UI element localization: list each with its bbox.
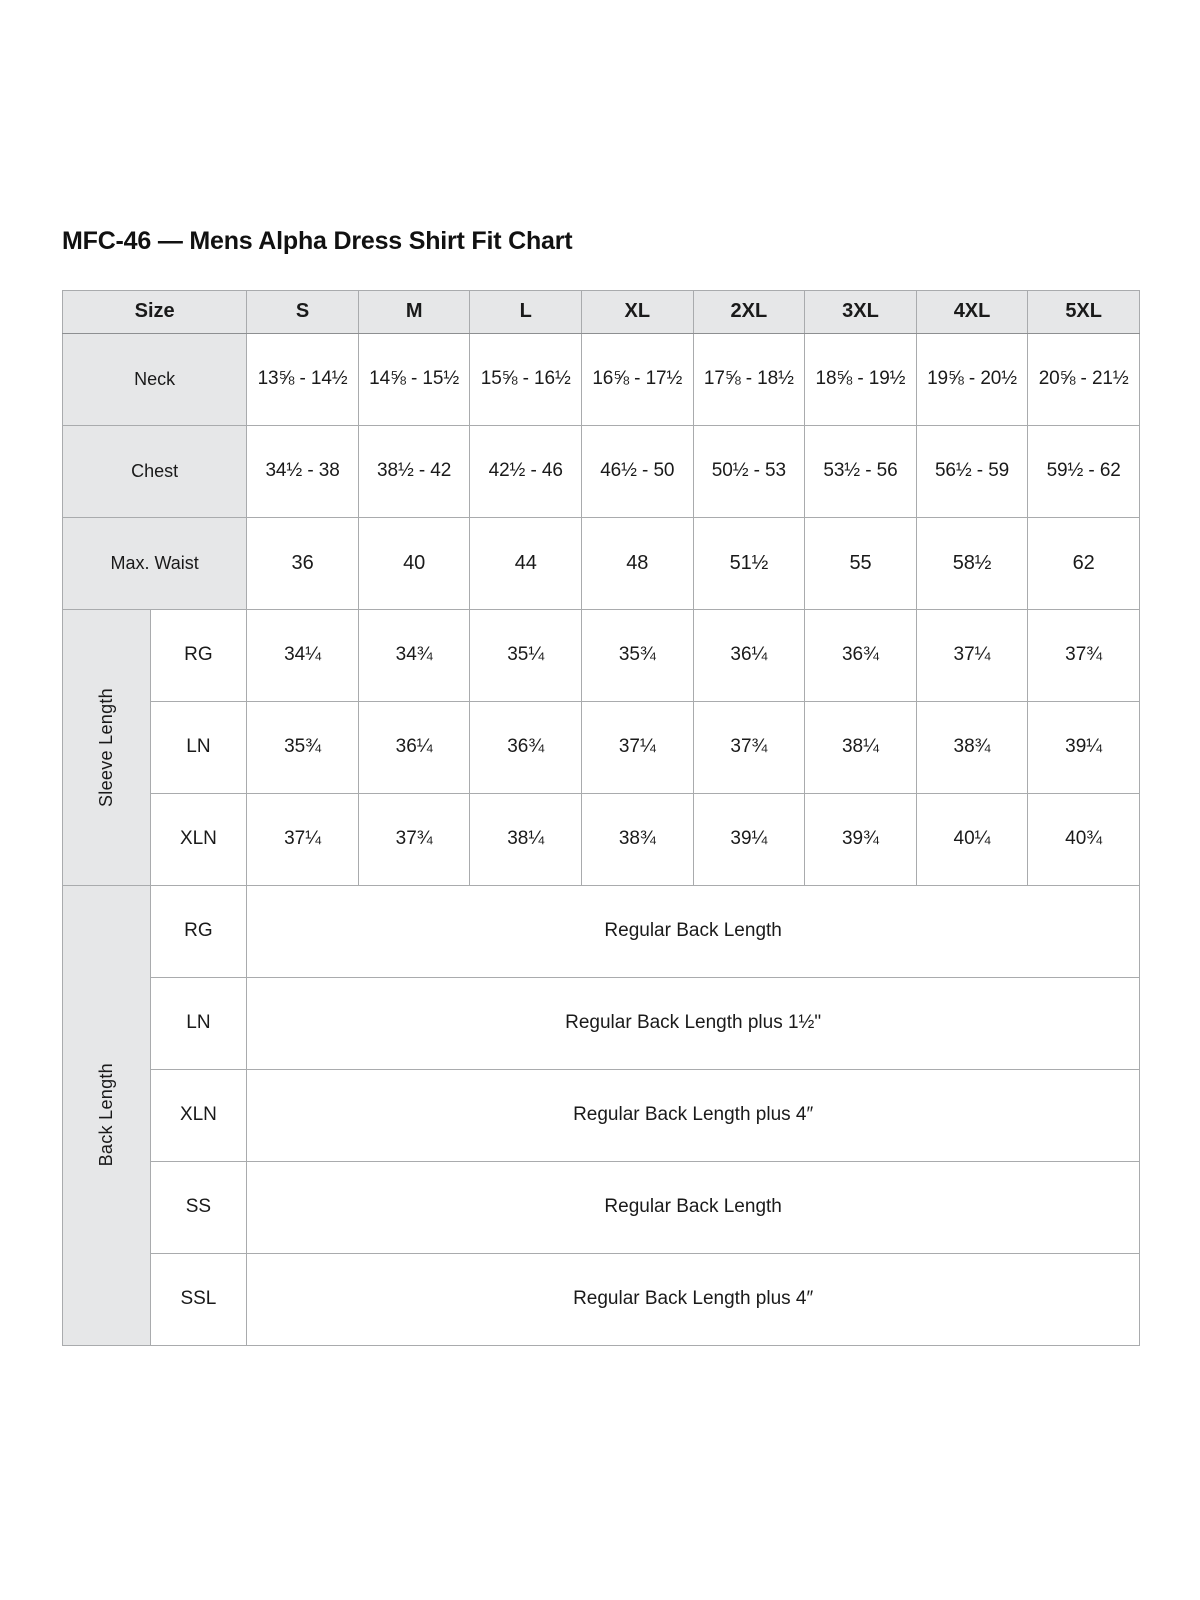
table-row <box>63 517 1140 609</box>
cell-sleeve-xln-s: 37¼ <box>247 793 359 885</box>
table-row <box>63 1069 1140 1161</box>
cell-chest-2xl: 50½ - 53 <box>693 425 805 517</box>
sub-label-sleeve-ln: LN <box>150 701 247 793</box>
group-label-sleeve-length-text: Sleeve Length <box>95 687 116 807</box>
table-row <box>63 701 1140 793</box>
table-row <box>63 333 1140 425</box>
cell-sleeve-xln-5xl: 40¾ <box>1028 793 1140 885</box>
cell-neck-5xl: 20⅝ - 21½ <box>1028 333 1140 425</box>
cell-sleeve-xln-l: 38¼ <box>470 793 582 885</box>
cell-neck-2xl: 17⅝ - 18½ <box>693 333 805 425</box>
header-size-m: M <box>358 290 470 333</box>
cell-sleeve-xln-4xl: 40¼ <box>916 793 1028 885</box>
cell-sleeve-ln-s: 35¾ <box>247 701 359 793</box>
table-row <box>63 1161 1140 1253</box>
cell-chest-3xl: 53½ - 56 <box>805 425 917 517</box>
cell-sleeve-rg-4xl: 37¼ <box>916 609 1028 701</box>
header-size-l: L <box>470 290 582 333</box>
group-label-sleeve-length <box>63 609 151 885</box>
cell-neck-l: 15⅝ - 16½ <box>470 333 582 425</box>
cell-sleeve-rg-5xl: 37¾ <box>1028 609 1140 701</box>
table-row <box>63 793 1140 885</box>
cell-sleeve-ln-3xl: 38¼ <box>805 701 917 793</box>
header-size-3xl: 3XL <box>805 290 917 333</box>
cell-back-ssl-text: Regular Back Length plus 4″ <box>247 1253 1140 1345</box>
cell-chest-4xl: 56½ - 59 <box>916 425 1028 517</box>
header-size-5xl: 5XL <box>1028 290 1140 333</box>
cell-back-ln-text: Regular Back Length plus 1½" <box>247 977 1140 1069</box>
sub-label-back-xln: XLN <box>150 1069 247 1161</box>
cell-sleeve-ln-5xl: 39¼ <box>1028 701 1140 793</box>
cell-sleeve-rg-m: 34¾ <box>358 609 470 701</box>
cell-waist-m: 40 <box>358 517 470 609</box>
cell-sleeve-ln-l: 36¾ <box>470 701 582 793</box>
cell-waist-2xl: 51½ <box>693 517 805 609</box>
cell-chest-xl: 46½ - 50 <box>582 425 694 517</box>
row-label-max-waist: Max. Waist <box>63 517 247 609</box>
cell-neck-3xl: 18⅝ - 19½ <box>805 333 917 425</box>
cell-chest-m: 38½ - 42 <box>358 425 470 517</box>
cell-sleeve-xln-3xl: 39¾ <box>805 793 917 885</box>
fit-chart-table <box>62 290 1140 1346</box>
page-title: MFC-46 — Mens Alpha Dress Shirt Fit Chart <box>62 227 573 255</box>
cell-chest-l: 42½ - 46 <box>470 425 582 517</box>
table-row <box>63 425 1140 517</box>
cell-waist-4xl: 58½ <box>916 517 1028 609</box>
cell-waist-xl: 48 <box>582 517 694 609</box>
sub-label-back-ss: SS <box>150 1161 247 1253</box>
sub-label-sleeve-rg: RG <box>150 609 247 701</box>
cell-neck-xl: 16⅝ - 17½ <box>582 333 694 425</box>
cell-sleeve-ln-xl: 37¼ <box>582 701 694 793</box>
cell-chest-s: 34½ - 38 <box>247 425 359 517</box>
table-row <box>63 885 1140 977</box>
cell-sleeve-rg-l: 35¼ <box>470 609 582 701</box>
cell-sleeve-xln-m: 37¾ <box>358 793 470 885</box>
cell-sleeve-xln-xl: 38¾ <box>582 793 694 885</box>
sub-label-back-rg: RG <box>150 885 247 977</box>
cell-sleeve-rg-xl: 35¾ <box>582 609 694 701</box>
cell-sleeve-rg-3xl: 36¾ <box>805 609 917 701</box>
header-size-4xl: 4XL <box>916 290 1028 333</box>
header-size-2xl: 2XL <box>693 290 805 333</box>
header-size-label: Size <box>63 290 247 333</box>
sub-label-back-ssl: SSL <box>150 1253 247 1345</box>
cell-sleeve-xln-2xl: 39¼ <box>693 793 805 885</box>
cell-back-ss-text: Regular Back Length <box>247 1161 1140 1253</box>
cell-sleeve-ln-m: 36¼ <box>358 701 470 793</box>
group-label-back-length-text: Back Length <box>95 1063 116 1167</box>
cell-sleeve-rg-s: 34¼ <box>247 609 359 701</box>
cell-back-rg-text: Regular Back Length <box>247 885 1140 977</box>
cell-neck-m: 14⅝ - 15½ <box>358 333 470 425</box>
cell-neck-s: 13⅝ - 14½ <box>247 333 359 425</box>
cell-waist-s: 36 <box>247 517 359 609</box>
table-row <box>63 977 1140 1069</box>
cell-waist-3xl: 55 <box>805 517 917 609</box>
cell-chest-5xl: 59½ - 62 <box>1028 425 1140 517</box>
sub-label-back-ln: LN <box>150 977 247 1069</box>
cell-waist-l: 44 <box>470 517 582 609</box>
row-label-neck: Neck <box>63 333 247 425</box>
header-size-xl: XL <box>582 290 694 333</box>
cell-back-xln-text: Regular Back Length plus 4″ <box>247 1069 1140 1161</box>
cell-neck-4xl: 19⅝ - 20½ <box>916 333 1028 425</box>
cell-sleeve-ln-4xl: 38¾ <box>916 701 1028 793</box>
sub-label-sleeve-xln: XLN <box>150 793 247 885</box>
cell-sleeve-rg-2xl: 36¼ <box>693 609 805 701</box>
cell-waist-5xl: 62 <box>1028 517 1140 609</box>
row-label-chest: Chest <box>63 425 247 517</box>
table-row <box>63 609 1140 701</box>
header-size-s: S <box>247 290 359 333</box>
table-header-row <box>63 290 1140 333</box>
cell-sleeve-ln-2xl: 37¾ <box>693 701 805 793</box>
table-row <box>63 1253 1140 1345</box>
group-label-back-length <box>63 885 151 1345</box>
